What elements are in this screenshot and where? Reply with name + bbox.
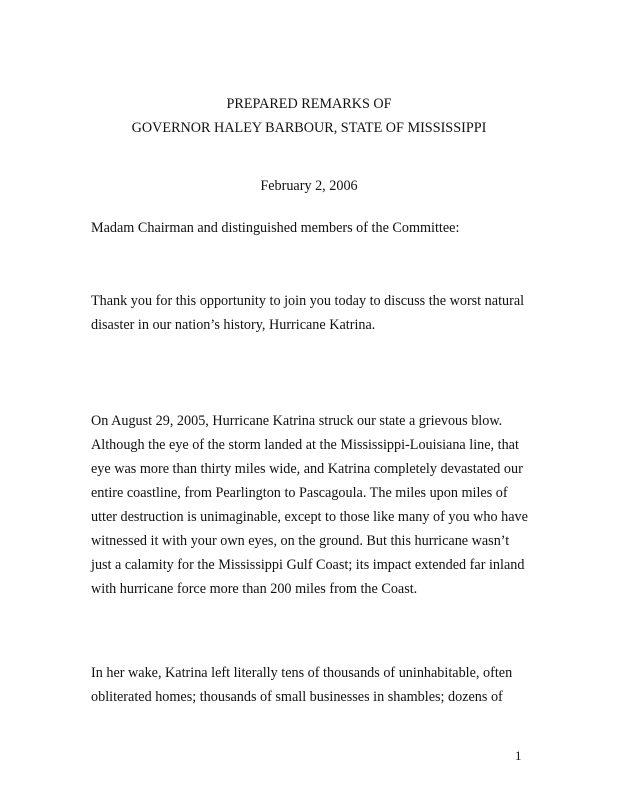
paragraph-line: eye was more than thirty miles wide, and Katrina completely devastated our — [91, 461, 523, 477]
page-number: 1 — [515, 748, 522, 763]
paragraph-line: In her wake, Katrina left literally tens of thousands of uninhabitable, often — [91, 665, 513, 681]
paragraph-line: utter destruction is unimaginable, except to those like many of you who have — [91, 509, 528, 525]
paragraph-line: On August 29, 2005, Hurricane Katrina struck our state a grievous blow. — [91, 413, 503, 429]
paragraph-line: obliterated homes; thousands of small businesses in shambles; dozens of — [91, 689, 503, 705]
paragraph-line: disaster in our nation’s history, Hurricane Katrina. — [91, 317, 376, 333]
paragraph-line: entire coastline, from Pearlington to Pascagoula. The miles upon miles of — [91, 485, 508, 501]
title-line-2: GOVERNOR HALEY BARBOUR, STATE OF MISSISSIPPI — [131, 120, 487, 136]
paragraph-line: just a calamity for the Mississippi Gulf Coast; its impact extended far inland — [91, 557, 525, 573]
salutation: Madam Chairman and distinguished members of the Committee: — [91, 220, 460, 236]
paragraph-line: with hurricane force more than 200 miles from the Coast. — [91, 581, 418, 597]
paragraph-line: Thank you for this opportunity to join you today to discuss the worst natural — [91, 293, 525, 309]
paragraph-line: witnessed it with your own eyes, on the ground. But this hurricane wasn’t — [91, 533, 510, 549]
document-date: February 2, 2006 — [260, 178, 358, 194]
paragraph-line: Although the eye of the storm landed at the Mississippi-Louisiana line, that — [91, 437, 519, 453]
title-line-1: PREPARED REMARKS OF — [226, 96, 392, 112]
